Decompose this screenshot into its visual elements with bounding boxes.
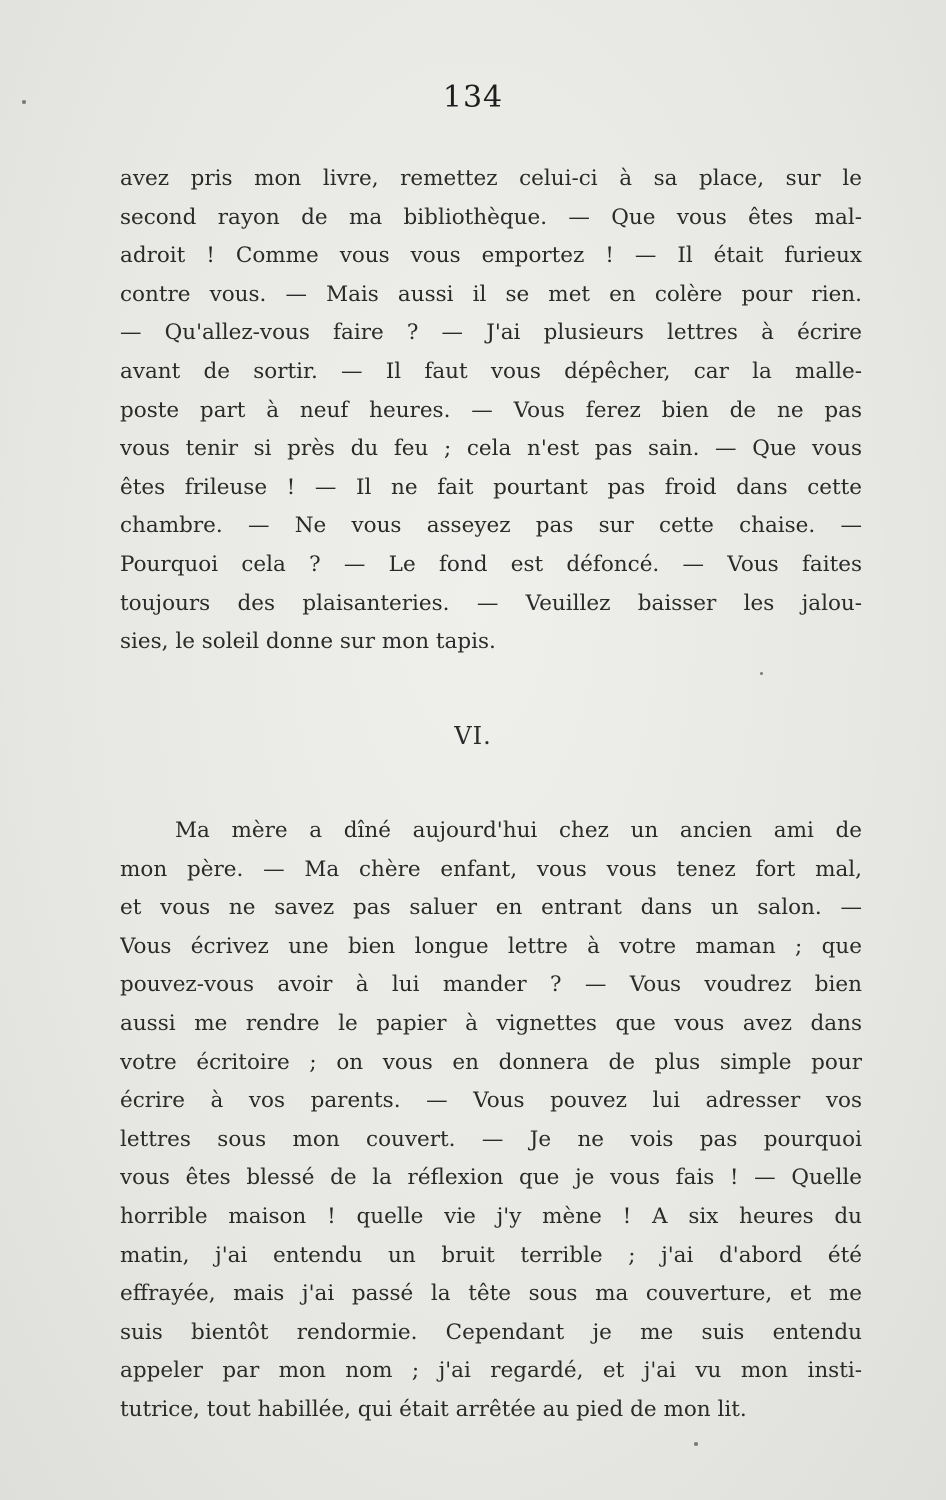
text-line: sies, le soleil donne sur mon tapis. <box>120 629 496 655</box>
text-line: vous tenir si près du feu ; cela n'est pas sain. — Que vous <box>120 436 862 462</box>
text-line: — Qu'allez-vous faire ? — J'ai plusieurs lettres à écrire <box>120 320 862 346</box>
text-line: mon père. — Ma chère enfant, vous vous tenez fort mal, <box>120 856 862 882</box>
text-line: lettres sous mon couvert. — Je ne vois pas pourquoi <box>120 1126 862 1152</box>
text-line: adroit ! Comme vous vous emportez ! — Il était furieux <box>120 243 862 269</box>
text-line: second rayon de ma bibliothèque. — Que vous êtes mal- <box>120 204 862 230</box>
paper-speck <box>22 100 26 104</box>
text-line: êtes frileuse ! — Il ne fait pourtant pas froid dans cette <box>120 474 862 500</box>
text-line: Pourquoi cela ? — Le fond est défoncé. — Vous faites <box>120 551 862 577</box>
paragraph-section-vi <box>120 812 862 1430</box>
section-heading: VI. <box>454 722 492 750</box>
text-line: contre vous. — Mais aussi il se met en colère pour rien. <box>120 281 862 307</box>
text-line: horrible maison ! quelle vie j'y mène ! A six heures du <box>120 1203 862 1229</box>
text-line: votre écritoire ; on vous en donnera de plus simple pour <box>120 1049 862 1075</box>
text-line: toujours des plaisanteries. — Veuillez baisser les jalou- <box>120 590 862 616</box>
text-line: pouvez-vous avoir à lui mander ? — Vous voudrez bien <box>120 972 862 998</box>
text-line: appeler par mon nom ; j'ai regardé, et j'ai vu mon insti- <box>120 1358 862 1384</box>
text-line: tutrice, tout habillée, qui était arrêtée au pied de mon lit. <box>120 1396 747 1422</box>
text-line: Vous écrivez une bien longue lettre à votre maman ; que <box>120 933 862 959</box>
paper-speck <box>760 672 763 675</box>
text-line: chambre. — Ne vous asseyez pas sur cette chaise. — <box>120 513 862 539</box>
text-line: avez pris mon livre, remettez celui-ci à sa place, sur le <box>120 166 862 191</box>
text-line: Ma mère a dîné aujourd'hui chez un ancien ami de <box>175 818 862 843</box>
text-line: avant de sortir. — Il faut vous dépêcher, car la malle- <box>120 358 862 384</box>
text-line: aussi me rendre le papier à vignettes que vous avez dans <box>120 1010 862 1036</box>
paper-speck <box>694 1442 698 1446</box>
text-line: suis bientôt rendormie. Cependant je me suis entendu <box>120 1319 862 1345</box>
text-line: et vous ne savez pas saluer en entrant dans un salon. — <box>120 895 862 921</box>
page-number: 134 <box>442 80 504 115</box>
text-line: effrayée, mais j'ai passé la tête sous ma couverture, et me <box>120 1281 862 1307</box>
paragraph-continuation <box>120 160 862 662</box>
text-line: vous êtes blessé de la réflexion que je vous fais ! — Quelle <box>120 1165 862 1191</box>
text-line: écrire à vos parents. — Vous pouvez lui adresser vos <box>120 1088 862 1114</box>
text-line: matin, j'ai entendu un bruit terrible ; j'ai d'abord été <box>120 1242 862 1268</box>
text-line: poste part à neuf heures. — Vous ferez bien de ne pas <box>120 397 862 423</box>
